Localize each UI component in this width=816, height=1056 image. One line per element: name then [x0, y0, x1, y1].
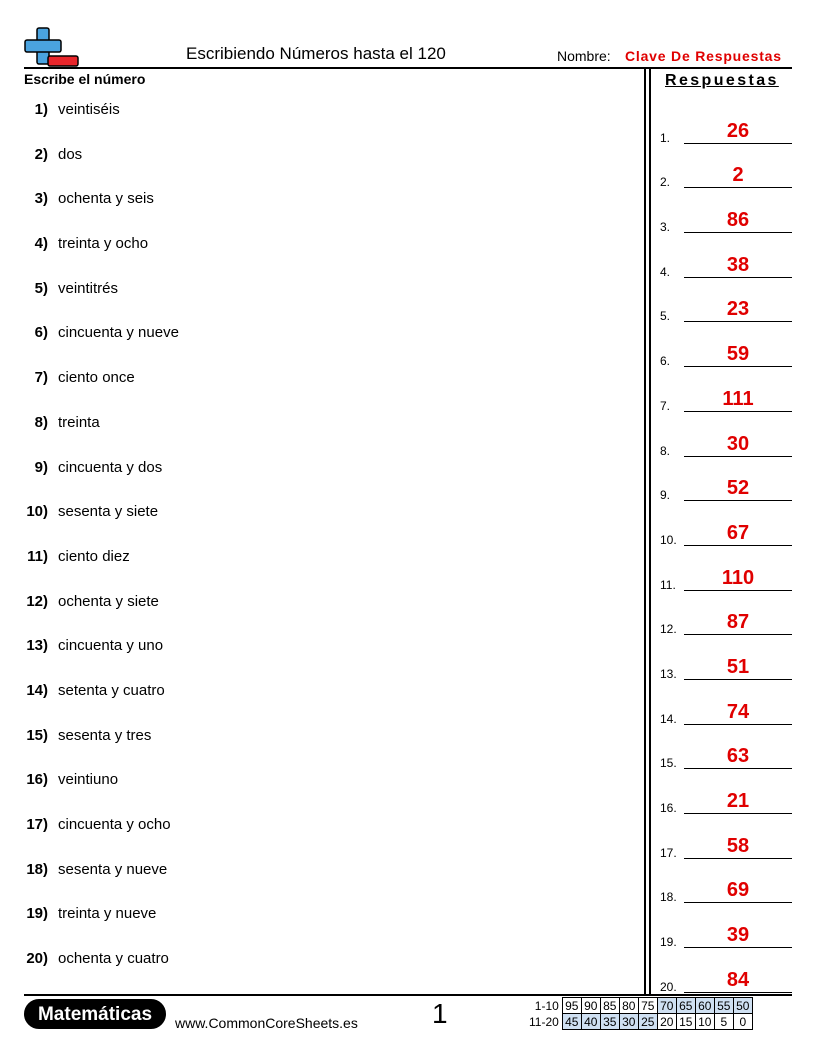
score-table — [527, 997, 753, 1030]
answer-item — [660, 687, 800, 732]
question-number: 1) — [34, 101, 48, 118]
question-text: cincuenta y uno — [58, 637, 164, 655]
question-item — [0, 947, 640, 992]
answer-number: 9. — [660, 488, 671, 503]
question-text: cincuenta y ocho — [58, 816, 171, 833]
answer-value: 38 — [726, 253, 750, 276]
score-cell: 75 — [638, 998, 657, 1014]
answer-value: 87 — [726, 611, 750, 634]
answer-item — [660, 910, 800, 955]
answer-item — [660, 106, 800, 151]
question-number: 7) — [34, 369, 48, 387]
answer-item — [660, 821, 800, 866]
answer-number: 17. — [660, 845, 677, 860]
answer-item — [660, 598, 800, 643]
answer-number: 7. — [660, 398, 671, 413]
answer-number: 19. — [660, 935, 677, 950]
question-number: 11) — [27, 547, 48, 565]
answer-value: 74 — [726, 700, 750, 723]
score-row — [527, 998, 752, 1014]
question-item — [0, 321, 640, 366]
question-number: 12) — [26, 592, 48, 610]
question-text: ciento diez — [58, 547, 130, 565]
question-text: treinta y nueve — [58, 905, 157, 923]
answer-value: 26 — [726, 119, 750, 142]
question-item — [0, 634, 640, 679]
question-item — [0, 98, 640, 143]
question-number: 4) — [34, 235, 48, 253]
score-cell: 70 — [657, 998, 676, 1014]
question-text: sesenta y siete — [58, 503, 159, 521]
answer-number: 6. — [660, 354, 671, 369]
page-number: 1 — [432, 998, 448, 1029]
question-number: 19) — [26, 905, 48, 923]
question-text: ochenta y seis — [58, 190, 154, 208]
answer-number: 1. — [660, 130, 671, 145]
answer-item — [660, 374, 800, 419]
site-url: www.CommonCoreSheets.es — [175, 1015, 358, 1031]
answer-value: 23 — [726, 298, 750, 321]
answers-heading: Respuestas — [665, 72, 779, 89]
question-text: cincuenta y nueve — [58, 324, 179, 342]
question-number: 14) — [26, 681, 48, 699]
top-rule — [24, 67, 792, 69]
answer-item — [660, 553, 800, 598]
question-text: veintiséis — [58, 101, 120, 118]
answer-number: 11. — [660, 577, 676, 592]
question-item — [0, 500, 640, 545]
answer-value: 59 — [726, 343, 750, 366]
question-number: 17) — [26, 816, 48, 833]
answer-value: 51 — [726, 655, 750, 678]
answer-number: 2. — [660, 175, 671, 190]
score-cell: 35 — [600, 1014, 619, 1030]
question-number: 20) — [26, 950, 48, 968]
question-number: 6) — [34, 324, 48, 342]
question-number: 15) — [26, 726, 48, 744]
answer-number: 15. — [660, 756, 677, 771]
question-text: treinta — [58, 413, 100, 431]
answer-item — [660, 329, 800, 374]
score-cell: 80 — [619, 998, 638, 1014]
score-row — [527, 1014, 752, 1030]
name-label: Nombre: — [557, 48, 611, 64]
brand-badge — [24, 999, 166, 1029]
score-range-label: 1-10 — [534, 998, 559, 1013]
question-item — [0, 768, 640, 813]
answer-number: 16. — [660, 801, 677, 815]
score-cell: 85 — [600, 998, 619, 1014]
answer-item — [660, 642, 800, 687]
score-cell: 45 — [562, 1014, 581, 1030]
question-text: dos — [58, 145, 83, 163]
question-number: 13) — [26, 637, 48, 655]
score-cell: 30 — [619, 1014, 638, 1030]
answer-number: 8. — [660, 443, 671, 458]
answer-item — [660, 732, 800, 777]
instructions: Escribe el número — [24, 71, 146, 87]
column-divider — [649, 68, 651, 995]
question-item — [0, 187, 640, 232]
score-cell: 25 — [638, 1014, 657, 1030]
score-range-label: 11-20 — [529, 1014, 559, 1029]
question-list — [0, 98, 640, 992]
answer-value: 58 — [726, 834, 750, 857]
answer-value: 110 — [721, 566, 755, 589]
question-text: ochenta y siete — [58, 592, 159, 610]
question-text: sesenta y tres — [58, 726, 152, 744]
question-item — [0, 277, 640, 322]
answer-item — [660, 419, 800, 464]
answer-item — [660, 464, 800, 509]
score-cell: 90 — [581, 998, 600, 1014]
plus-minus-logo-icon — [24, 26, 80, 68]
answer-number: 13. — [660, 666, 677, 681]
question-item — [0, 143, 640, 188]
answer-number: 5. — [660, 309, 671, 324]
answer-item — [660, 955, 800, 1000]
column-divider — [644, 68, 646, 995]
answer-number: 12. — [660, 622, 677, 637]
answer-item — [660, 508, 800, 553]
question-item — [0, 545, 640, 590]
question-item — [0, 679, 640, 724]
answer-item — [660, 240, 800, 285]
answer-number: 3. — [660, 220, 671, 235]
score-cell: 15 — [676, 1014, 695, 1030]
question-text: veintiuno — [58, 771, 119, 789]
score-cell: 20 — [657, 1014, 676, 1030]
answer-item — [660, 285, 800, 330]
answer-number: 18. — [660, 890, 677, 905]
question-text: setenta y cuatro — [58, 681, 165, 699]
answer-number: 4. — [660, 264, 671, 279]
score-cell: 65 — [676, 998, 695, 1014]
score-cell: 40 — [581, 1014, 600, 1030]
brand-label: Matemáticas — [29, 1004, 161, 1024]
name-value: Clave De Respuestas — [625, 48, 782, 64]
question-number: 8) — [34, 413, 48, 431]
question-item — [0, 858, 640, 903]
question-item — [0, 724, 640, 769]
question-item — [0, 590, 640, 635]
score-cell: 50 — [733, 998, 752, 1014]
answer-number: 14. — [660, 711, 677, 726]
question-item — [0, 411, 640, 456]
question-item — [0, 232, 640, 277]
answer-item — [660, 195, 800, 240]
answer-value: 30 — [726, 432, 750, 455]
answer-value: 67 — [726, 521, 750, 544]
answer-value: 21 — [726, 790, 750, 812]
question-item — [0, 456, 640, 501]
score-cell: 10 — [695, 1014, 714, 1030]
question-number: 10) — [26, 503, 48, 521]
answer-value: 86 — [726, 209, 750, 232]
answer-value: 39 — [726, 924, 750, 947]
score-cell: 60 — [695, 998, 714, 1014]
question-item — [0, 813, 640, 858]
question-number: 9) — [34, 458, 48, 476]
question-number: 18) — [26, 860, 48, 878]
answer-value: 111 — [722, 387, 754, 410]
answer-value: 52 — [726, 477, 750, 500]
score-cell: 5 — [714, 1014, 733, 1030]
score-cell: 55 — [714, 998, 733, 1014]
answer-item — [660, 866, 800, 911]
question-item — [0, 366, 640, 411]
question-number: 3) — [34, 190, 48, 208]
question-text: treinta y ocho — [58, 235, 149, 253]
question-text: sesenta y nueve — [58, 860, 168, 878]
score-cell: 95 — [562, 998, 581, 1014]
question-item — [0, 902, 640, 947]
answer-value: 2 — [732, 164, 744, 187]
question-text: ochenta y cuatro — [58, 950, 169, 968]
answer-value: 63 — [726, 745, 750, 768]
question-number: 5) — [34, 279, 48, 297]
answer-number: 10. — [660, 532, 677, 547]
answer-value: 84 — [726, 968, 750, 991]
answer-list — [660, 106, 800, 1000]
question-number: 2) — [34, 145, 48, 163]
question-text: cincuenta y dos — [58, 458, 163, 476]
question-number: 16) — [26, 771, 48, 789]
question-text: ciento once — [58, 369, 135, 387]
answer-item — [660, 151, 800, 196]
answer-item — [660, 776, 800, 821]
question-text: veintitrés — [58, 279, 119, 297]
page-title: Escribiendo Números hasta el 120 — [186, 44, 446, 63]
answer-value: 69 — [726, 879, 750, 902]
score-cell: 0 — [733, 1014, 752, 1030]
answer-number: 20. — [660, 979, 677, 994]
